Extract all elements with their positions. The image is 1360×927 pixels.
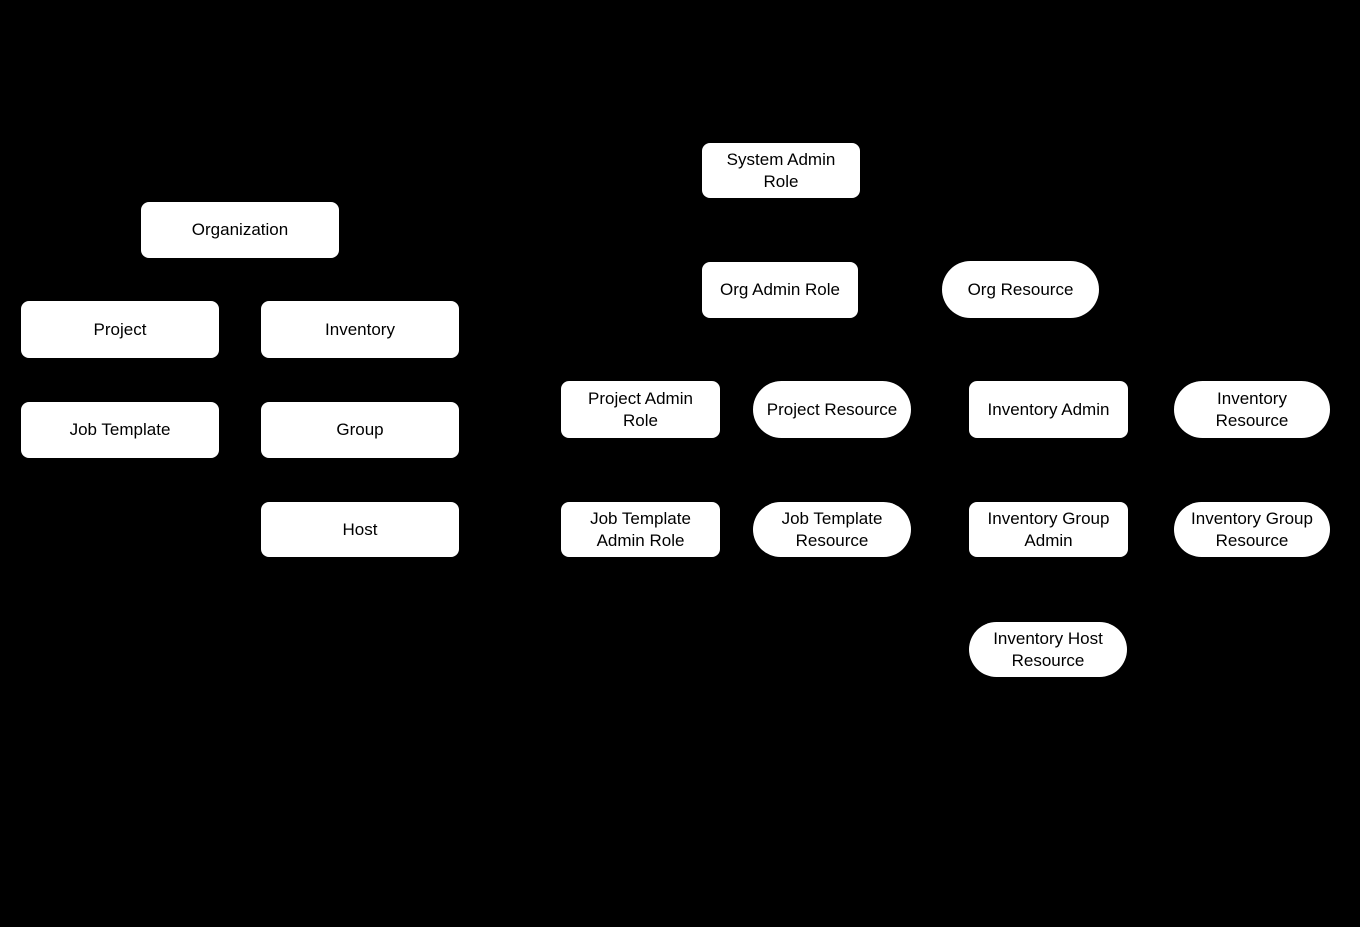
- diagram-node-inventory-admin: [969, 381, 1128, 438]
- diagram-node-job-template-resource: [753, 502, 911, 557]
- diagram-node-job-template: [21, 402, 219, 458]
- diagram-node-label: Project: [93, 319, 147, 339]
- diagram-node-label: Project Resource: [766, 399, 898, 419]
- diagram-node-organization: [141, 202, 339, 258]
- diagram-node-org-admin-role: [702, 262, 858, 318]
- diagram-node-label: System Admin Role: [726, 149, 836, 191]
- diagram-node-label: Inventory Host Resource: [993, 628, 1103, 670]
- diagram-node-label: Org Resource: [967, 279, 1074, 299]
- diagram-node-label: Inventory: [325, 319, 395, 339]
- diagram-node-label: Inventory Group Admin: [987, 508, 1110, 550]
- diagram-node-inventory-group-admin: [969, 502, 1128, 557]
- diagram-node-label: Inventory Resource: [1215, 388, 1289, 430]
- diagram-node-inventory-group-resource: [1174, 502, 1330, 557]
- diagram-node-label: Inventory Admin: [987, 399, 1110, 419]
- diagram-node-org-resource: [942, 261, 1099, 318]
- diagram-node-project-resource: [753, 381, 911, 438]
- diagram-node-project-admin-role: [561, 381, 720, 438]
- diagram-node-inventory-host-resource: [969, 622, 1127, 677]
- diagram-node-host: [261, 502, 459, 557]
- diagram-node-label: Org Admin Role: [720, 280, 840, 299]
- diagram-node-label: Group: [336, 420, 384, 439]
- diagram-node-label: Job Template Resource: [781, 508, 883, 550]
- diagram-node-label: Inventory Group Resource: [1191, 508, 1313, 550]
- diagram-node-inventory-resource: [1174, 381, 1330, 438]
- diagram-node-group: [261, 402, 459, 458]
- diagram-node-system-admin-role: [702, 143, 860, 198]
- diagram-node-label: Project Admin Role: [588, 388, 693, 430]
- diagram-node-label: Host: [342, 519, 378, 539]
- diagram-node-label: Job Template: [69, 420, 171, 439]
- diagram-node-job-template-admin-role: [561, 502, 720, 557]
- diagram-node-label: Job Template Admin Role: [590, 508, 691, 550]
- diagram-node-label: Organization: [191, 220, 289, 239]
- diagram-node-project: [21, 301, 219, 358]
- diagram-node-inventory: [261, 301, 459, 358]
